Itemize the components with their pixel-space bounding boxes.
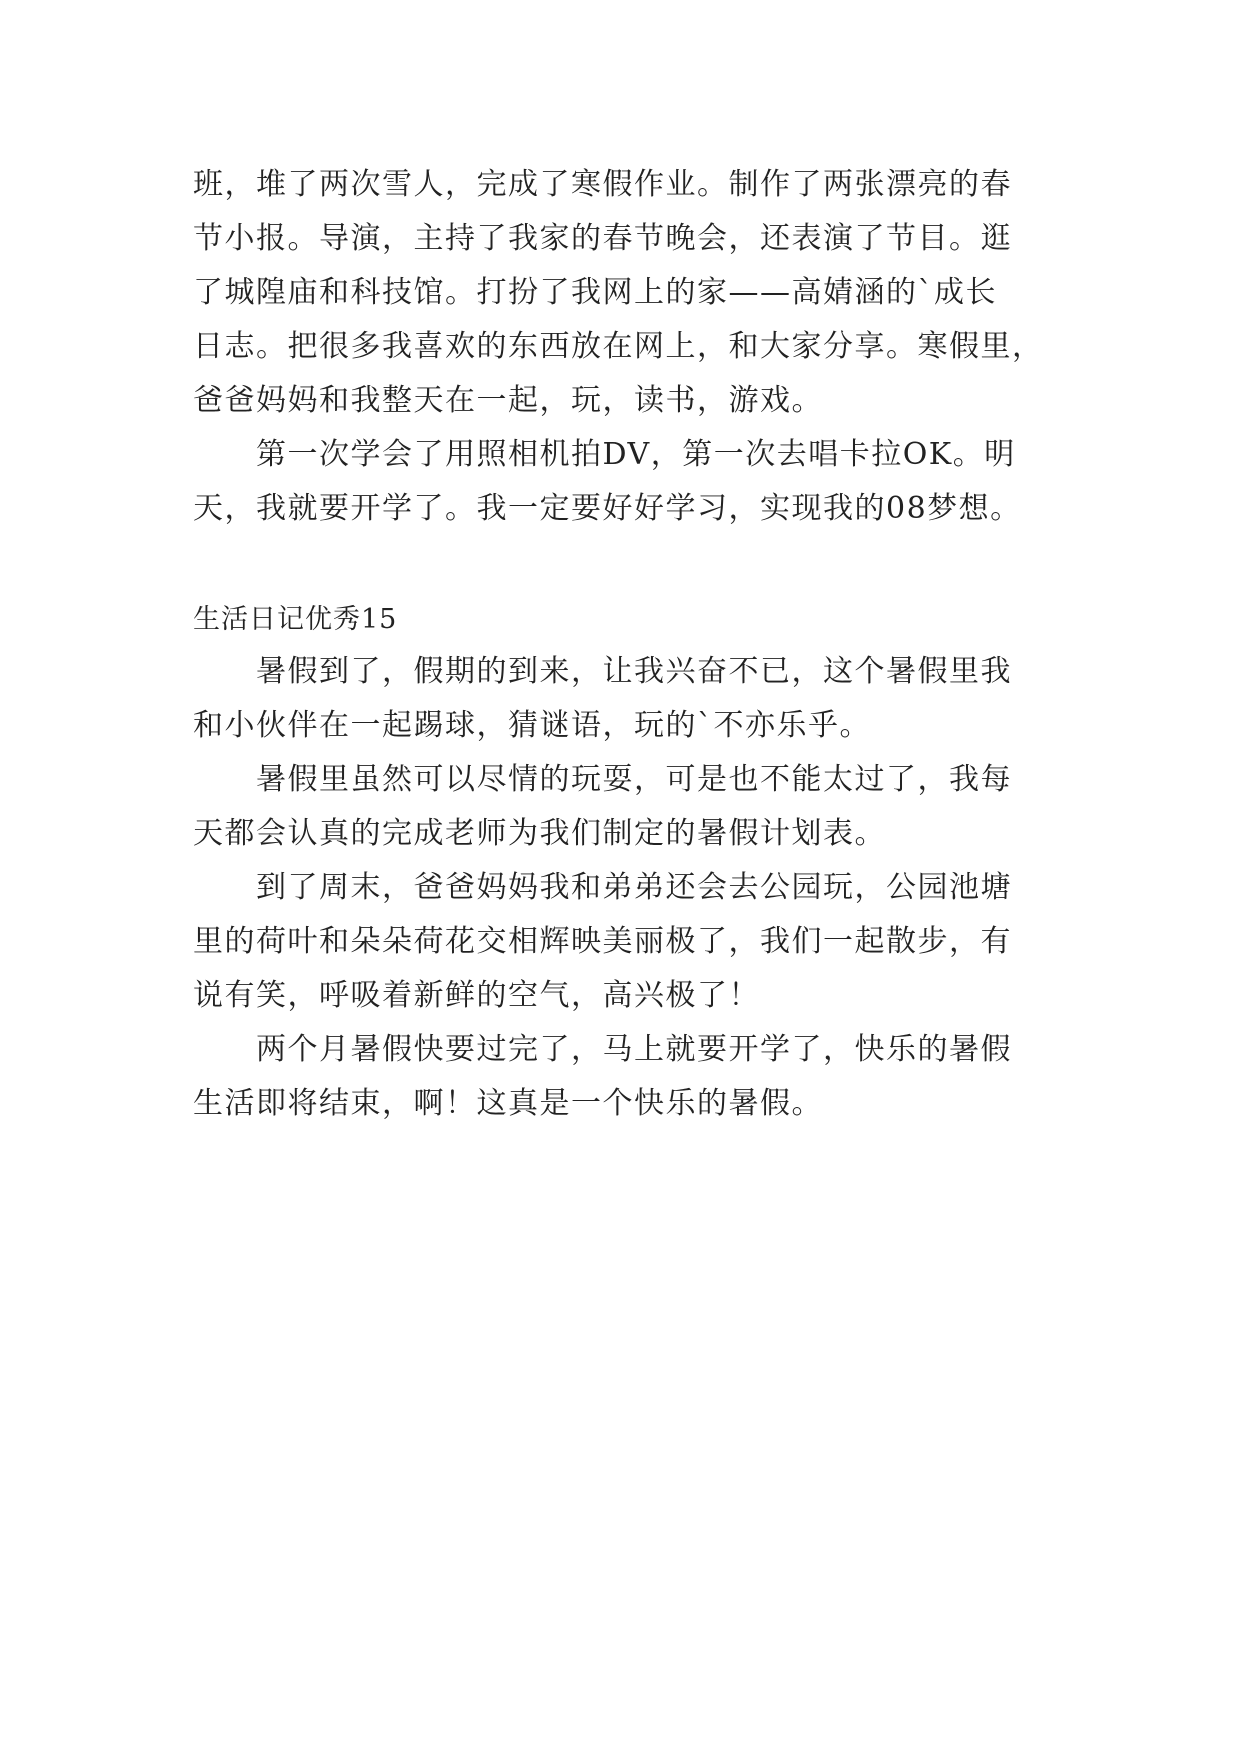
text-line: 到了周末，爸爸妈妈我和弟弟还会去公园玩，公园池塘 xyxy=(256,870,1012,905)
text-line: 天，我就要开学了。我一定要好好学习，实现我的08梦想。 xyxy=(193,491,1022,526)
text-line: 了城隍庙和科技馆。打扮了我网上的家——高婧涵的`成长 xyxy=(193,275,997,310)
section-heading: 生活日记优秀15 xyxy=(193,604,398,635)
text-line: 天都会认真的完成老师为我们制定的暑假计划表。 xyxy=(193,816,886,851)
text-line: 和小伙伴在一起踢球，猜谜语，玩的`不亦乐乎。 xyxy=(193,708,871,743)
text-line: 两个月暑假快要过完了，马上就要开学了，快乐的暑假 xyxy=(256,1032,1012,1067)
text-line: 第一次学会了用照相机拍DV，第一次去唱卡拉OK。明 xyxy=(256,437,1016,472)
text-line: 生活即将结束，啊！这真是一个快乐的暑假。 xyxy=(193,1086,823,1121)
text-line: 班，堆了两次雪人，完成了寒假作业。制作了两张漂亮的春 xyxy=(193,167,1012,202)
text-line: 暑假里虽然可以尽情的玩耍，可是也不能太过了，我每 xyxy=(256,762,1012,797)
text-line: 节小报。导演，主持了我家的春节晚会，还表演了节目。逛 xyxy=(193,221,1012,256)
text-line: 日志。把很多我喜欢的东西放在网上，和大家分享。寒假里， xyxy=(193,329,1044,364)
text-line: 里的荷叶和朵朵荷花交相辉映美丽极了，我们一起散步，有 xyxy=(193,924,1012,959)
text-line: 爸爸妈妈和我整天在一起，玩，读书，游戏。 xyxy=(193,383,823,418)
text-line: 说有笑，呼吸着新鲜的空气，高兴极了！ xyxy=(193,978,760,1013)
text-line: 暑假到了，假期的到来，让我兴奋不已，这个暑假里我 xyxy=(256,654,1012,689)
